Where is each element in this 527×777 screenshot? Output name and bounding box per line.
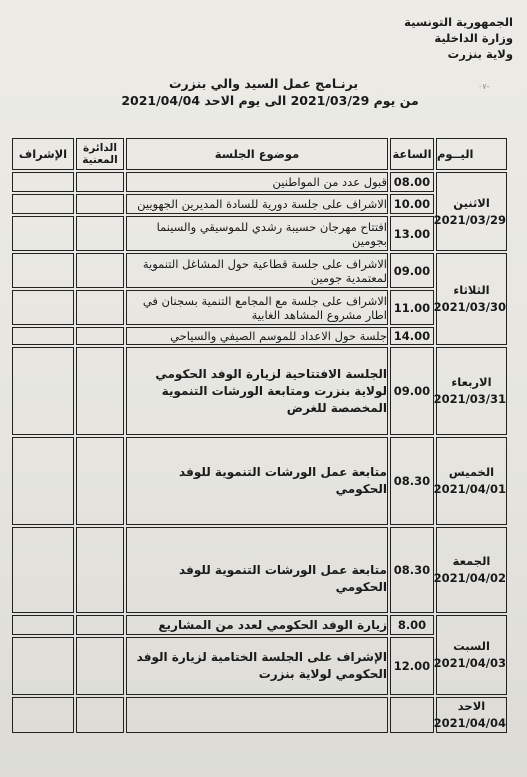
subject-cell: الجلسة الافتتاحية لزيارة الوفد الحكومي لولاية بنزرت ومتابعة الورشات التنموية المخصصة للغرض bbox=[126, 347, 388, 435]
department-cell bbox=[76, 437, 124, 525]
day-name: الاثنين bbox=[453, 195, 490, 210]
table-row bbox=[12, 194, 507, 214]
time-cell: 12.00 bbox=[390, 637, 434, 695]
time-cell: 8.00 bbox=[390, 615, 434, 635]
table-header-row bbox=[12, 138, 507, 170]
department-cell bbox=[76, 253, 124, 288]
supervision-cell bbox=[12, 216, 74, 251]
department-cell bbox=[76, 172, 124, 192]
header-department-line2: المعنية bbox=[82, 154, 118, 166]
day-date: 2021/03/29 bbox=[433, 212, 506, 227]
time-cell: 13.00 bbox=[390, 216, 434, 251]
supervision-cell bbox=[12, 697, 74, 733]
letterhead bbox=[404, 14, 513, 62]
department-cell bbox=[76, 637, 124, 695]
letterhead-ministry: وزارة الداخلية bbox=[434, 31, 513, 45]
subject-cell: الاشراف على جلسة دورية للسادة المديرين الجهويين bbox=[126, 194, 388, 214]
header-subject: موضوع الجلسة bbox=[126, 138, 388, 170]
schedule-table bbox=[10, 136, 509, 735]
supervision-cell bbox=[12, 172, 74, 192]
time-cell: 09.00 bbox=[390, 347, 434, 435]
corner-mark: ٠٧- bbox=[478, 82, 490, 91]
letterhead-governorate: ولاية بنزرت bbox=[447, 47, 513, 61]
supervision-cell bbox=[12, 290, 74, 325]
time-cell: 08.30 bbox=[390, 527, 434, 613]
supervision-cell bbox=[12, 194, 74, 214]
department-cell bbox=[76, 615, 124, 635]
day-cell bbox=[433, 253, 507, 345]
day-date: 2021/04/02 bbox=[433, 571, 506, 585]
subject-cell: الاشراف على جلسة مع المجامع التنمية بسجنان في اطار مشروع المشاهد الغابية bbox=[126, 290, 388, 325]
table-row bbox=[12, 216, 507, 251]
day-date: 2021/03/30 bbox=[433, 300, 506, 314]
subject-cell: متابعة عمل الورشات التنموية للوفد الحكومي bbox=[126, 527, 388, 613]
supervision-cell bbox=[12, 637, 74, 695]
day-name: الخميس bbox=[448, 465, 495, 479]
supervision-cell bbox=[12, 527, 74, 613]
subject-cell: قبول عدد من المواطنين bbox=[126, 172, 388, 192]
time-cell bbox=[390, 697, 434, 733]
day-name: الاربعاء bbox=[451, 375, 492, 389]
page-title: برنـامج عمل السيد والي بنزرت bbox=[168, 76, 359, 91]
table-row bbox=[12, 437, 507, 525]
supervision-cell bbox=[12, 347, 74, 435]
table-row bbox=[12, 527, 507, 613]
subject-cell: جلسة حول الاعداد للموسم الصيفي والسياحي bbox=[126, 327, 388, 345]
header-day: اليــوم bbox=[436, 138, 507, 170]
department-cell bbox=[76, 216, 124, 251]
day-name: الثلاثاء bbox=[453, 283, 490, 297]
department-cell bbox=[76, 327, 124, 345]
header-department bbox=[76, 138, 124, 170]
table-row bbox=[12, 347, 507, 435]
day-date: 2021/04/01 bbox=[433, 482, 506, 496]
day-cell bbox=[433, 697, 507, 733]
time-cell: 08.30 bbox=[390, 437, 434, 525]
supervision-cell bbox=[12, 253, 74, 288]
supervision-cell bbox=[12, 615, 74, 635]
day-name: الجمعة bbox=[452, 554, 491, 568]
table-row bbox=[12, 253, 507, 288]
department-cell bbox=[76, 290, 124, 325]
department-cell bbox=[76, 347, 124, 435]
day-cell bbox=[433, 615, 507, 695]
department-cell bbox=[76, 697, 124, 733]
table-row bbox=[12, 697, 507, 733]
subject-cell: متابعة عمل الورشات التنموية للوفد الحكومي bbox=[126, 437, 388, 525]
subject-cell: الإشراف على الجلسة الختامية لزيارة الوفد الحكومي لولاية بنزرت bbox=[126, 637, 388, 695]
header-supervision: الإشراف bbox=[12, 138, 74, 170]
time-cell: 08.00 bbox=[390, 172, 434, 192]
table-row bbox=[12, 172, 507, 192]
department-cell bbox=[76, 527, 124, 613]
day-date: 2021/03/31 bbox=[433, 392, 506, 406]
supervision-cell bbox=[12, 437, 74, 525]
subject-cell: افتتاح مهرجان حسيبة رشدي للموسيقي والسينما بجومين bbox=[126, 216, 388, 251]
page-subtitle: من يوم 2021/03/29 الى يوم الاحد 2021/04/04 bbox=[121, 93, 419, 108]
header-department-line1: الدائرة bbox=[83, 142, 117, 154]
day-cell bbox=[433, 437, 507, 525]
day-name: الاحد bbox=[457, 699, 486, 713]
table-row bbox=[12, 327, 507, 345]
table-row bbox=[12, 290, 507, 325]
day-cell bbox=[433, 347, 507, 435]
time-cell: 10.00 bbox=[390, 194, 434, 214]
day-cell bbox=[433, 172, 507, 251]
time-cell: 09.00 bbox=[390, 253, 434, 288]
time-cell: 14.00 bbox=[390, 327, 434, 345]
day-date: 2021/04/04 bbox=[433, 716, 506, 730]
subject-cell: الاشراف على جلسة قطاعية حول المشاغل التنموية لمعتمدية جومين bbox=[126, 253, 388, 288]
table-row bbox=[12, 637, 507, 695]
header-time: الساعة bbox=[390, 138, 434, 170]
time-cell: 11.00 bbox=[390, 290, 434, 325]
department-cell bbox=[76, 194, 124, 214]
day-cell bbox=[433, 527, 507, 613]
table-row bbox=[12, 615, 507, 635]
subject-cell bbox=[126, 697, 388, 733]
subject-cell: زيارة الوفد الحكومي لعدد من المشاريع bbox=[126, 615, 388, 635]
day-date: 2021/04/03 bbox=[433, 656, 506, 670]
letterhead-republic: الجمهورية التونسية bbox=[404, 15, 513, 29]
supervision-cell bbox=[12, 327, 74, 345]
day-name: السبت bbox=[453, 639, 490, 653]
